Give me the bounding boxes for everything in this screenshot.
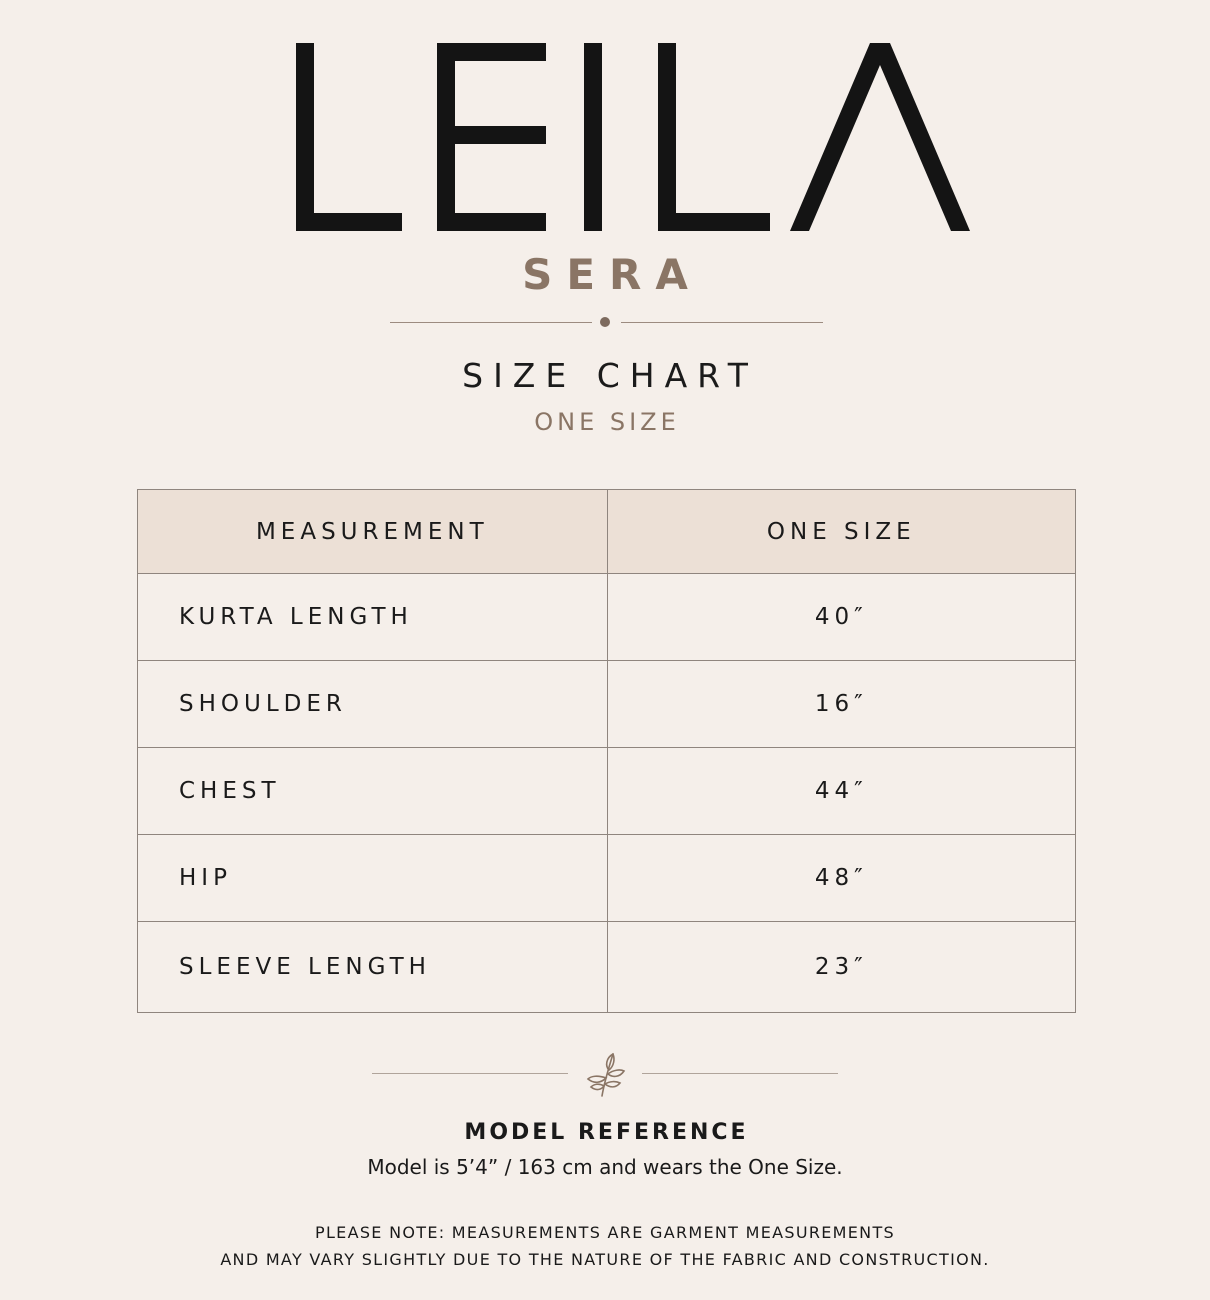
table-row	[138, 661, 1076, 748]
bottom-divider	[372, 1048, 838, 1100]
page-title: SIZE CHART	[462, 356, 758, 395]
divider-line-right	[621, 322, 823, 323]
table-row	[138, 835, 1076, 922]
table-row	[138, 922, 1076, 1013]
note-line-2: AND MAY VARY SLIGHTLY DUE TO THE NATURE OF THE FABRIC AND CONSTRUCTION.	[220, 1250, 990, 1269]
sub-brand-name: SERA	[522, 250, 702, 299]
size-table	[137, 489, 1076, 1013]
leaf-icon	[582, 1048, 628, 1098]
divider-line-left	[390, 322, 592, 323]
measurement-value: 40″	[607, 574, 1075, 661]
column-header-one-size: ONE SIZE	[607, 490, 1075, 574]
leila-logo	[290, 40, 980, 235]
table-header-row	[138, 490, 1076, 574]
column-header-measurement: MEASUREMENT	[138, 490, 608, 574]
measurement-name: SLEEVE LENGTH	[138, 922, 608, 1013]
model-reference-title: MODEL REFERENCE	[464, 1120, 749, 1145]
measurement-value: 16″	[607, 661, 1075, 748]
note-line-1: PLEASE NOTE: MEASUREMENTS ARE GARMENT MEASUREMENTS	[315, 1223, 895, 1242]
measurement-value: 23″	[607, 922, 1075, 1013]
measurement-name: CHEST	[138, 748, 608, 835]
divider-line-right	[642, 1073, 838, 1074]
measurement-name: KURTA LENGTH	[138, 574, 608, 661]
top-divider	[390, 322, 823, 324]
measurement-value: 44″	[607, 748, 1075, 835]
measurement-name: SHOULDER	[138, 661, 608, 748]
dot-icon	[600, 317, 610, 327]
page-subtitle: ONE SIZE	[534, 408, 680, 436]
measurement-value: 48″	[607, 835, 1075, 922]
leila-logotype	[290, 40, 980, 235]
divider-line-left	[372, 1073, 568, 1074]
model-reference-text: Model is 5’4” / 163 cm and wears the One Size.	[367, 1155, 843, 1179]
table-row	[138, 748, 1076, 835]
measurement-name: HIP	[138, 835, 608, 922]
table-row	[138, 574, 1076, 661]
